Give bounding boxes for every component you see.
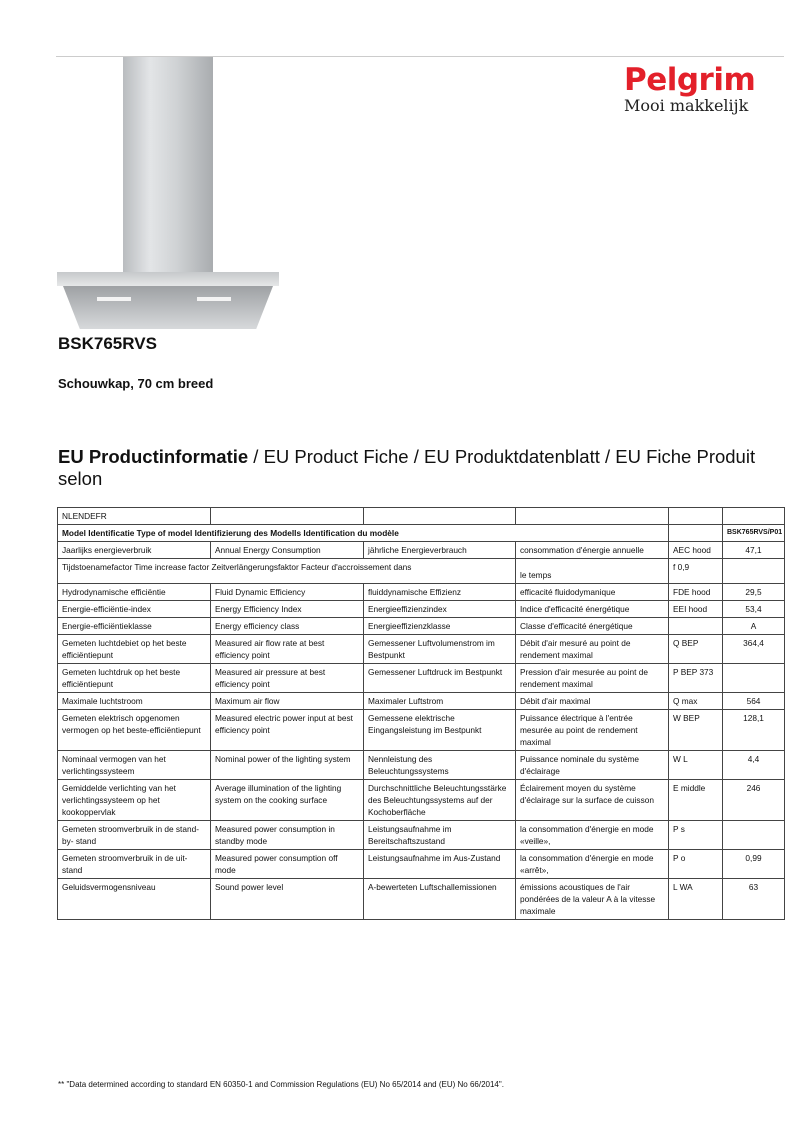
cell-de: Gemessener Luftdruck im Bestpunkt bbox=[364, 664, 516, 693]
model-row: Model Identificatie Type of model Identifizierung des Modells Identification du modèle BSK765RVS/P01 bbox=[58, 525, 785, 542]
cell-en: Measured electric power input at best efficiency point bbox=[211, 710, 364, 751]
cell-nl: Gemeten luchtdruk op het beste efficiëntiepunt bbox=[58, 664, 211, 693]
cell-symbol: W L bbox=[669, 751, 723, 780]
table-row bbox=[58, 542, 785, 559]
cell-fr: Indice d'efficacité énergétique bbox=[516, 601, 669, 618]
cell-symbol: Q BEP bbox=[669, 635, 723, 664]
table-header-row: NLENDEFR bbox=[58, 508, 785, 525]
cell-value: 4,4 bbox=[723, 751, 785, 780]
cell-fr: Puissance nominale du système d'éclairage bbox=[516, 751, 669, 780]
table-row bbox=[58, 751, 785, 780]
cell-en: Sound power level bbox=[211, 879, 364, 920]
cell-fr: Débit d'air mesuré au point de rendement maximal bbox=[516, 635, 669, 664]
product-image-cooker-hood bbox=[57, 57, 279, 329]
cell-value: 246 bbox=[723, 780, 785, 821]
cell-symbol: P o bbox=[669, 850, 723, 879]
cell-nl: Energie-efficiëntieklasse bbox=[58, 618, 211, 635]
cell-fr: efficacité fluidodymanique bbox=[516, 584, 669, 601]
table-row bbox=[58, 601, 785, 618]
cell-nl: Geluidsvermogensniveau bbox=[58, 879, 211, 920]
cell-symbol bbox=[669, 618, 723, 635]
cell-symbol: P s bbox=[669, 821, 723, 850]
cell-value: 47,1 bbox=[723, 542, 785, 559]
cell-nl: Energie-efficiëntie-index bbox=[58, 601, 211, 618]
cell-fr: la consommation d'énergie en mode «veille», bbox=[516, 821, 669, 850]
cell-en: Maximum air flow bbox=[211, 693, 364, 710]
product-description: Schouwkap, 70 cm breed bbox=[58, 376, 214, 391]
cell-symbol: W BEP bbox=[669, 710, 723, 751]
cell-fr: émissions acoustiques de l'air pondérées de la valeur A à la vitesse maximale bbox=[516, 879, 669, 920]
cell-value: 364,4 bbox=[723, 635, 785, 664]
table-row bbox=[58, 879, 785, 920]
cell-symbol: E middle bbox=[669, 780, 723, 821]
cell-nl: Gemeten luchtdebiet op het beste efficiëntiepunt bbox=[58, 635, 211, 664]
cell-nl: Gemeten elektrisch opgenomen vermogen op het beste-efficiëntiepunt bbox=[58, 710, 211, 751]
cell-en: Energy Efficiency Index bbox=[211, 601, 364, 618]
table-row bbox=[58, 584, 785, 601]
table-row bbox=[58, 710, 785, 751]
cell-nl: Gemeten stroomverbruik in de uit-stand bbox=[58, 850, 211, 879]
table-row bbox=[58, 693, 785, 710]
product-model: BSK765RVS bbox=[58, 334, 157, 353]
table-row bbox=[58, 618, 785, 635]
cell-en: Fluid Dynamic Efficiency bbox=[211, 584, 364, 601]
cell-value bbox=[723, 821, 785, 850]
cell-symbol: FDE hood bbox=[669, 584, 723, 601]
cell-value: 29,5 bbox=[723, 584, 785, 601]
cell-de: jährliche Energieverbrauch bbox=[364, 542, 516, 559]
cell-nl: Hydrodynamische efficiëntie bbox=[58, 584, 211, 601]
cell-fr: Débit d'air maximal bbox=[516, 693, 669, 710]
cell-en: Nominal power of the lighting system bbox=[211, 751, 364, 780]
cell-symbol: f 0,9 bbox=[669, 559, 723, 584]
cell-symbol: L WA bbox=[669, 879, 723, 920]
cell-value bbox=[723, 664, 785, 693]
cell-fr: la consommation d'énergie en mode «arrêt», bbox=[516, 850, 669, 879]
cell-en: Energy efficiency class bbox=[211, 618, 364, 635]
cell-nl: Jaarlijks energieverbruik bbox=[58, 542, 211, 559]
cell-symbol: P BEP 373 bbox=[669, 664, 723, 693]
cell-value: 63 bbox=[723, 879, 785, 920]
time-increase-row bbox=[58, 559, 785, 584]
table-row bbox=[58, 780, 785, 821]
cell-value: 53,4 bbox=[723, 601, 785, 618]
cell-value: 0,99 bbox=[723, 850, 785, 879]
cell-de: A-bewerteten Luftschallemissionen bbox=[364, 879, 516, 920]
table-row bbox=[58, 664, 785, 693]
cell-label: Tijdstoenamefactor Time increase factor Zeitverlängerungsfaktor Facteur d'accroissement dans bbox=[58, 559, 516, 584]
cell-de: Gemessene elektrische Eingangsleistung im Bestpunkt bbox=[364, 710, 516, 751]
pelgrim-logo: Pelgrim Mooi makkelijk bbox=[624, 62, 756, 115]
cell-de: Maximaler Luftstrom bbox=[364, 693, 516, 710]
table-row bbox=[58, 821, 785, 850]
cell-value: 128,1 bbox=[723, 710, 785, 751]
cell-en: Measured air pressure at best efficiency point bbox=[211, 664, 364, 693]
cell-value bbox=[723, 559, 785, 584]
cell-value: 564 bbox=[723, 693, 785, 710]
cell-en: Measured air flow rate at best efficiency point bbox=[211, 635, 364, 664]
cell-en: Measured power consumption off mode bbox=[211, 850, 364, 879]
cell-en: Average illumination of the lighting system on the cooking surface bbox=[211, 780, 364, 821]
cell-nl: Maximale luchtstroom bbox=[58, 693, 211, 710]
cell-en: Measured power consumption in standby mode bbox=[211, 821, 364, 850]
cell-de: Leistungsaufnahme im Bereitschaftszustand bbox=[364, 821, 516, 850]
table-row bbox=[58, 635, 785, 664]
cell-de: Nennleistung des Beleuchtungssystems bbox=[364, 751, 516, 780]
cell-de: Energieeffizienzklasse bbox=[364, 618, 516, 635]
footnote: ** "Data determined according to standard EN 60350-1 and Commission Regulations (EU) No 65/2014 and (EU) No 66/2014". bbox=[58, 1080, 504, 1089]
table-row bbox=[58, 850, 785, 879]
cell-de: Durchschnittliche Beleuchtungsstärke des Beleuchtungssystems auf der Kochoberfläche bbox=[364, 780, 516, 821]
cell-nl: Gemiddelde verlichting van het verlichtingssysteem op het kookoppervlak bbox=[58, 780, 211, 821]
cell-fr: consommation d'énergie annuelle bbox=[516, 542, 669, 559]
cell-fr: Pression d'air mesurée au point de rendement maximal bbox=[516, 664, 669, 693]
cell-value: A bbox=[723, 618, 785, 635]
cell-symbol: AEC hood bbox=[669, 542, 723, 559]
cell-symbol: EEI hood bbox=[669, 601, 723, 618]
cell-de: Leistungsaufnahme im Aus-Zustand bbox=[364, 850, 516, 879]
cell-fr: le temps bbox=[516, 559, 669, 584]
cell-de: fluiddynamische Effizienz bbox=[364, 584, 516, 601]
section-heading: EU Productinformatie / EU Product Fiche / EU Produktdatenblatt / EU Fiche Produit selon bbox=[58, 446, 756, 489]
cell-fr: Éclairement moyen du système d'éclairage sur la surface de cuisson bbox=[516, 780, 669, 821]
cell-en: Annual Energy Consumption bbox=[211, 542, 364, 559]
cell-symbol: Q max bbox=[669, 693, 723, 710]
cell-de: Energieeffizienzindex bbox=[364, 601, 516, 618]
cell-de: Gemessener Luftvolumenstrom im Bestpunkt bbox=[364, 635, 516, 664]
product-fiche-table bbox=[57, 507, 785, 920]
cell-nl: Nominaal vermogen van het verlichtingssysteem bbox=[58, 751, 211, 780]
cell-nl: Gemeten stroomverbruik in de stand-by- stand bbox=[58, 821, 211, 850]
cell-fr: Classe d'efficacité énergétique bbox=[516, 618, 669, 635]
cell-fr: Puissance électrique à l'entrée mesurée au point de rendement maximal bbox=[516, 710, 669, 751]
